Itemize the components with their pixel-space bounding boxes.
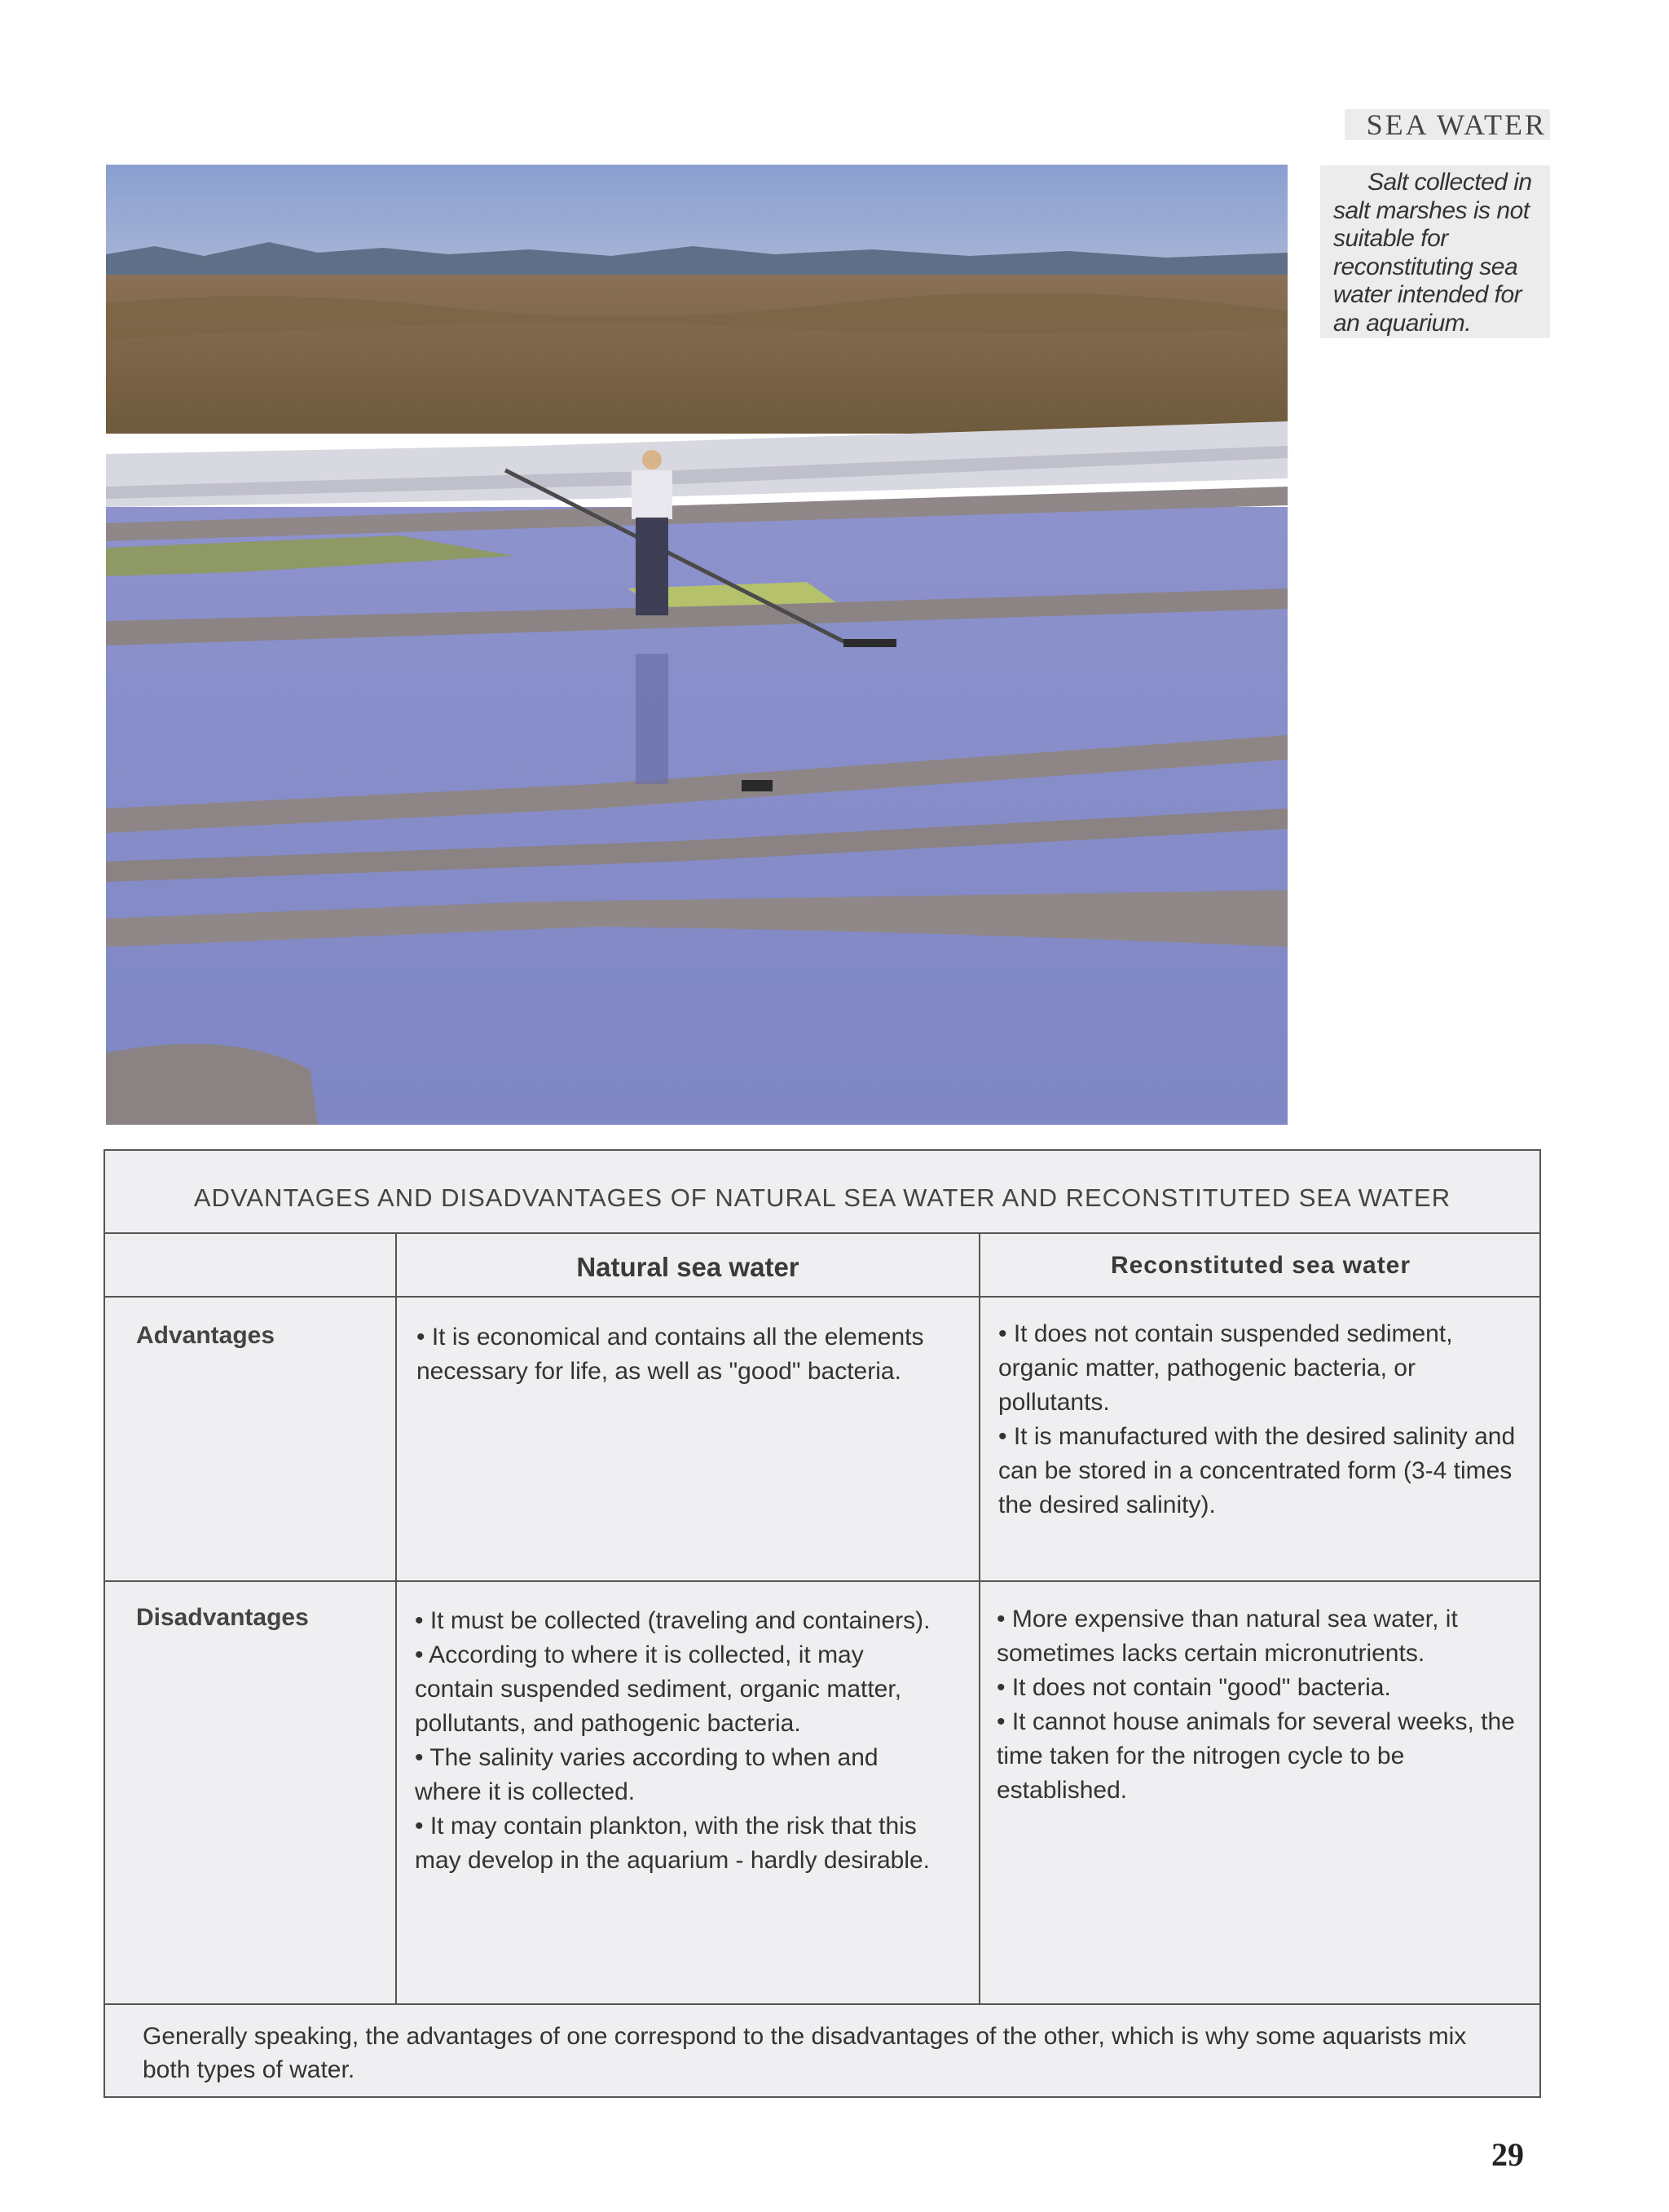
list-item: • More expensive than natural sea water, it sometimes lacks certain micronutrients.	[997, 1606, 1458, 1667]
salt-marsh-photo	[106, 165, 1288, 1125]
row-header-advantages: Advantages	[136, 1322, 275, 1349]
natural-disadvantages-cell	[415, 1604, 945, 1878]
list-item: • According to where it is collected, it may contain suspended sediment, organic matter, pollutants, and pathogenic bacteria.	[415, 1641, 902, 1737]
table-footer	[105, 2005, 1539, 2096]
list-item: • It does not contain suspended sediment, organic matter, pathogenic bacteria, or pollutants.	[998, 1320, 1453, 1416]
list-item: • The salinity varies according to when and where it is collected.	[415, 1744, 879, 1805]
footer-note: Generally speaking, the advantages of one correspond to the disadvantages of the other, which is why some aquarists mix both types of water.	[143, 2023, 1467, 2083]
table-divider	[105, 1580, 1539, 1582]
page-header: SEA WATER	[1345, 109, 1550, 140]
reconstituted-disadvantages-cell	[997, 1602, 1518, 1808]
column-header-natural: Natural sea water	[576, 1252, 799, 1282]
list-item: • It must be collected (traveling and containers).	[415, 1607, 931, 1634]
page-number: 29	[1491, 2136, 1524, 2173]
row-header-disadvantages: Disadvantages	[136, 1604, 309, 1631]
table-title: ADVANTAGES AND DISADVANTAGES OF NATURAL SEA WATER AND RECONSTITUTED SEA WATER	[193, 1183, 1451, 1212]
list-item: • It is economical and contains all the elements necessary for life, as well as "good" bacteria.	[416, 1324, 924, 1385]
natural-advantages-cell	[416, 1320, 954, 1389]
list-item: • It may contain plankton, with the risk that this may develop in the aquarium - hardly desirable.	[415, 1813, 931, 1874]
comparison-table	[103, 1149, 1541, 2098]
column-divider	[979, 1232, 980, 2003]
table-divider	[105, 1296, 1539, 1298]
list-item: • It does not contain "good" bacteria.	[997, 1674, 1391, 1701]
column-header-reconstituted: Reconstituted sea water	[1110, 1252, 1411, 1279]
list-item: • It cannot house animals for several weeks, the time taken for the nitrogen cycle to be established.	[997, 1708, 1515, 1804]
photo-caption: Salt collected in salt marshes is not suitable for reconstituting sea water intended for an aquarium.	[1320, 165, 1550, 338]
column-divider	[395, 1232, 397, 2003]
reconstituted-advantages-cell	[998, 1317, 1520, 1522]
table-divider	[105, 1232, 1539, 1234]
list-item: • It is manufactured with the desired salinity and can be stored in a concentrated form (3-4 times the desired salinity).	[998, 1423, 1516, 1518]
